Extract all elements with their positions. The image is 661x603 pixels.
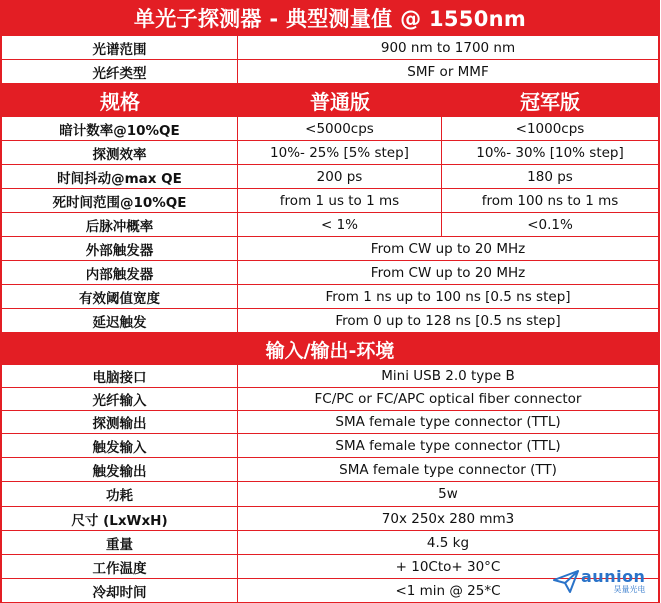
table-row xyxy=(2,117,658,141)
row-label: 有效阈值宽度 xyxy=(2,285,238,309)
row-label: 后脉冲概率 xyxy=(2,213,238,237)
standard-value: 10%- 25% [5% step] xyxy=(238,141,442,165)
row-value: 70x 250x 280 mm3 xyxy=(238,507,658,531)
table-row xyxy=(2,285,658,309)
standard-value: from 1 us to 1 ms xyxy=(238,189,442,213)
row-label: 重量 xyxy=(2,531,238,555)
row-value: 4.5 kg xyxy=(238,531,658,555)
champion-value: from 100 ns to 1 ms xyxy=(442,189,658,213)
row-label: 延迟触发 xyxy=(2,309,238,333)
row-label: 暗计数率@10%QE xyxy=(2,117,238,141)
standard-value: 200 ps xyxy=(238,165,442,189)
spec-header-champion: 冠军版 xyxy=(520,90,580,114)
row-label: 死时间范围@10%QE xyxy=(2,189,238,213)
row-value: 900 nm to 1700 nm xyxy=(238,36,658,60)
row-label: 光纤类型 xyxy=(2,60,238,84)
aunion-logo xyxy=(553,566,653,596)
logo-subtext: 昊量光电 xyxy=(613,584,646,594)
row-label: 探测输出 xyxy=(2,411,238,434)
table-row xyxy=(2,213,658,237)
row-value: Mini USB 2.0 type B xyxy=(238,365,658,388)
paper-plane-icon xyxy=(553,568,579,594)
table-row xyxy=(2,60,658,84)
row-label: 光谱范围 xyxy=(2,36,238,60)
row-value: From CW up to 20 MHz xyxy=(238,237,658,261)
row-label: 触发输出 xyxy=(2,458,238,482)
row-label: 尺寸 (LxWxH) xyxy=(2,507,238,531)
champion-value: 10%- 30% [10% step] xyxy=(442,141,658,165)
spec-header-row xyxy=(2,84,658,117)
row-value: From 0 up to 128 ns [0.5 ns step] xyxy=(238,309,658,333)
table-row xyxy=(2,388,658,411)
spec-header-label: 规格 xyxy=(100,90,140,114)
table-row xyxy=(2,189,658,213)
row-label: 内部触发器 xyxy=(2,261,238,285)
row-label: 电脑接口 xyxy=(2,365,238,388)
row-label: 探测效率 xyxy=(2,141,238,165)
row-label: 冷却时间 xyxy=(2,579,238,603)
table-row xyxy=(2,434,658,458)
row-value: FC/PC or FC/APC optical fiber connector xyxy=(238,388,658,411)
row-label: 光纤输入 xyxy=(2,388,238,411)
standard-value: <5000cps xyxy=(238,117,442,141)
row-value: SMA female type connector (TT) xyxy=(238,458,658,482)
spec-header-standard: 普通版 xyxy=(310,90,370,114)
champion-value: <0.1% xyxy=(442,213,658,237)
table-row xyxy=(2,482,658,507)
table-row xyxy=(2,165,658,189)
row-value: SMA female type connector (TTL) xyxy=(238,434,658,458)
row-value: 5w xyxy=(238,482,658,507)
table-row xyxy=(2,531,658,555)
row-label: 触发输入 xyxy=(2,434,238,458)
champion-value: 180 ps xyxy=(442,165,658,189)
row-value: <1 min @ 25*C xyxy=(238,579,658,603)
table-row xyxy=(2,411,658,434)
table-row xyxy=(2,309,658,333)
table-row xyxy=(2,141,658,165)
io-header: 输入/输出-环境 xyxy=(2,333,658,365)
row-label: 外部触发器 xyxy=(2,237,238,261)
row-value: From 1 ns up to 100 ns [0.5 ns step] xyxy=(238,285,658,309)
table-row xyxy=(2,237,658,261)
row-label: 时间抖动@max QE xyxy=(2,165,238,189)
row-value: + 10Cto+ 30°C xyxy=(238,555,658,579)
standard-value: < 1% xyxy=(238,213,442,237)
table-row xyxy=(2,261,658,285)
logo-text: aunion xyxy=(581,566,646,586)
table-row xyxy=(2,507,658,531)
champion-value: <1000cps xyxy=(442,117,658,141)
row-value: SMF or MMF xyxy=(238,60,658,84)
table-row xyxy=(2,36,658,60)
row-label: 功耗 xyxy=(2,482,238,507)
row-label: 工作温度 xyxy=(2,555,238,579)
sheet-title: 单光子探测器 - 典型测量值 @ 1550nm xyxy=(2,0,658,36)
row-value: SMA female type connector (TTL) xyxy=(238,411,658,434)
row-value: From CW up to 20 MHz xyxy=(238,261,658,285)
table-row xyxy=(2,458,658,482)
table-row xyxy=(2,365,658,388)
